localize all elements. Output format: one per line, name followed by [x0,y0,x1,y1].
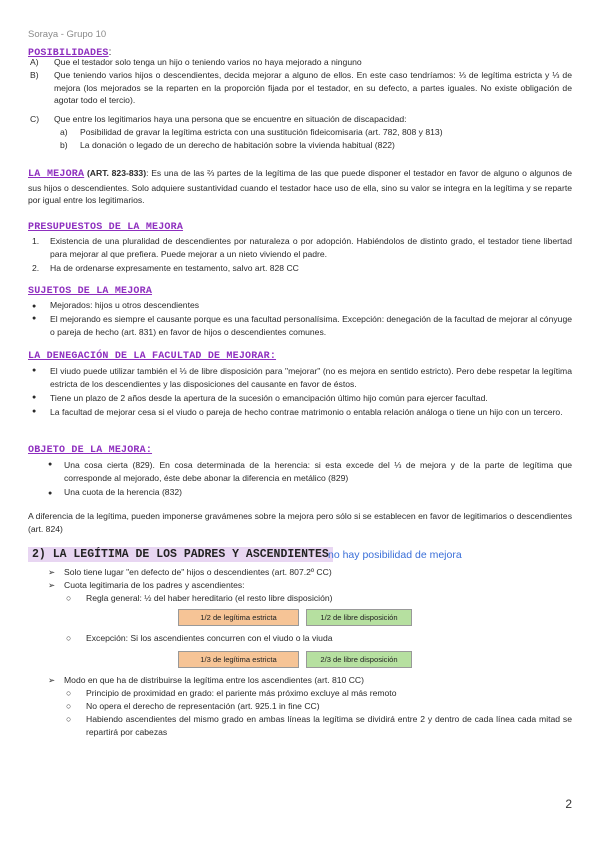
mejora-title: LA MEJORA [28,169,85,180]
list-item [32,262,572,275]
legitima-estricta-box: 1/2 de legítima estricta [178,609,299,626]
objeto-title: OBJETO DE LA MEJORA: [28,445,153,456]
bullet-icon: ● [48,490,53,497]
list-item [48,459,572,484]
libre-disposicion-box: 1/2 de libre disposición [306,609,412,626]
bullet-icon: ● [48,461,53,468]
list-item [30,113,572,126]
list-item [32,365,572,390]
list-item-text: El viudo puede utilizar también el ⅓ de libre disposición para "mejorar" (no es mejora en sentido estricto). Pero debe respetar la legítima estricta de los descendientes y las disposiciones del causante en favor de éstos. [50,366,572,389]
list-marker: b) [60,140,68,150]
posibilidades-title: POSIBILIDADES [28,48,109,59]
circle-bullet-icon: ○ [66,593,72,603]
list-item-text: Posibilidad de gravar la legítima estricta con una sustitución fideicomisaria (art. 782, 808 y 813) [80,127,443,137]
list-item-text: Regla general: ½ del haber hereditario (el resto libre disposición) [86,593,333,603]
list-marker: B) [30,70,39,80]
mejora-ref: (ART. 823-833) [84,168,147,178]
list-item-text: Ha de ordenarse expresamente en testamento, salvo art. 828 CC [50,263,299,273]
list-item-text: El mejorando es siempre el causante porque es una facultad personalísima. Excepción: denegación de la facultad de mejorar al cónyuge o pareja de hecho (art. 831) en favor de hijos o descendientes comunes. [50,314,572,337]
list-item [66,713,572,738]
list-item-text: Solo tiene lugar "en defecto de" hijos o descendientes (art. 807.2º CC) [64,567,332,577]
presupuestos-title: PRESUPUESTOS DE LA MEJORA [28,222,184,233]
sublist-item [60,139,572,152]
list-item-text: Mejorados: hijos u otros descendientes [50,300,200,310]
posibilidades-colon: : [108,47,112,58]
list-item [48,566,572,579]
list-item [66,687,572,700]
arrow-icon: ➢ [48,567,56,577]
list-item-text: Modo en que ha de distribuirse la legítima entre los ascendientes (art. 810 CC) [64,675,364,685]
list-item-text: Excepción: Si los ascendientes concurren con el viudo o la viuda [86,633,333,643]
list-item-text: Tiene un plazo de 2 años desde la apertura de la sucesión o emancipación último hijo común para ejercer facultad. [50,393,488,403]
list-marker: 1. [32,236,40,246]
list-item [30,69,572,107]
list-item-text: No opera el derecho de representación (art. 925.1 in fine CC) [86,701,320,711]
circle-bullet-icon: ○ [66,714,72,724]
list-item [32,235,572,260]
list-item-text: Una cosa cierta (829). En cosa determinada de la herencia: si esta excede del ⅓ de mejora y de la parte de legítima que corresponde al mejorado, éste debe abonar la diferencia en metálico (829) [64,460,572,483]
sublist-item [60,126,572,139]
list-marker: 2. [32,263,40,273]
list-item [48,486,572,501]
list-item [32,313,572,338]
section-2-title: 2) LA LEGÍTIMA DE LOS PADRES Y ASCENDIENTES [28,547,333,562]
list-item [48,579,572,592]
denegacion-title: LA DENEGACIÓN DE LA FACULTAD DE MEJORAR: [28,351,277,362]
list-marker: A) [30,57,39,67]
list-item [32,392,572,405]
list-item [66,592,572,605]
list-item [32,406,572,419]
list-item [66,632,572,645]
circle-bullet-icon: ○ [66,633,72,643]
legitima-estricta-box: 1/3 de legítima estricta [178,651,299,668]
bullet-icon: ● [32,315,37,322]
arrow-icon: ➢ [48,675,56,685]
section-2-heading [28,548,333,561]
list-item-text: Cuota legitimaria de los padres y ascendientes: [64,580,245,590]
objeto-paragraph: A diferencia de la legítima, pueden imponerse gravámenes sobre la mejora pero sólo si se establecen en favor de legitimarios o descendientes (art. 824) [28,511,572,534]
arrow-icon: ➢ [48,580,56,590]
list-item-text: La donación o legado de un derecho de habitación sobre la vivienda habitual (822) [80,140,395,150]
list-item [30,56,572,69]
list-item-text: Existencia de una pluralidad de descendientes por naturaleza o por adopción. Habiéndolos de distinto grado, el testador tiene libertad para mejorar al que prefiera. Puede mejorar a un nieto viviendo el padre. [50,236,572,259]
bullet-icon: ● [32,367,37,374]
document-header: Soraya - Grupo 10 [28,29,107,40]
list-item-text: La facultad de mejorar cesa si el viudo o pareja de hecho contrae matrimonio o entabla relación análoga o tiene un hijo con un tercero. [50,407,563,417]
section-2-note: no hay posibilidad de mejora [328,549,462,561]
circle-bullet-icon: ○ [66,701,72,711]
libre-disposicion-box: 2/3 de libre disposición [306,651,412,668]
list-marker: a) [60,127,68,137]
bullet-icon: ● [32,408,37,415]
list-item [66,700,572,713]
sujetos-title: SUJETOS DE LA MEJORA [28,286,153,297]
bullet-icon: ● [32,394,37,401]
list-item-text: Que teniendo varios hijos o descendientes, decida mejorar a alguno de ellos. En este caso tendríamos: ⅓ de legítima estricta y ⅓ de mejora (los mejorados se la reparten en la proporción fijada por el testador, en su defecto, a partes iguales. No existe obligación de agotar todo el tercio). [54,70,572,106]
list-item [48,674,572,687]
list-item-text: Principio de proximidad en grado: el pariente más próximo excluye al más remoto [86,688,397,698]
bullet-icon: ● [32,303,37,310]
list-item-text: Que entre los legitimarios haya una persona que se encuentre en situación de discapacidad: [54,114,407,124]
mejora-text: : Es una de las ⅔ partes de la legítima de las que puede disponer el testador en favor de alguno o algunos de sus hijos o descendientes. Solo adquiere sustantividad cuando el testador hace uso de ella, sino su valor se integra en la legítima y se reparte por igual entre los legitimarios. [28,168,573,206]
mejora-paragraph [28,167,572,207]
list-item-text: Que el testador solo tenga un hijo o teniendo varios no haya mejorado a ninguno [54,57,362,67]
list-item-text: Habiendo ascendientes del mismo grado en ambas líneas la legítima se dividirá entre 2 y dentro de cada línea cada mitad se repartirá por cabezas [86,714,572,737]
list-item-text: Una cuota de la herencia (832) [64,487,183,497]
circle-bullet-icon: ○ [66,688,72,698]
page-number: 2 [565,797,572,811]
list-item [32,299,572,314]
list-marker: C) [30,114,40,124]
